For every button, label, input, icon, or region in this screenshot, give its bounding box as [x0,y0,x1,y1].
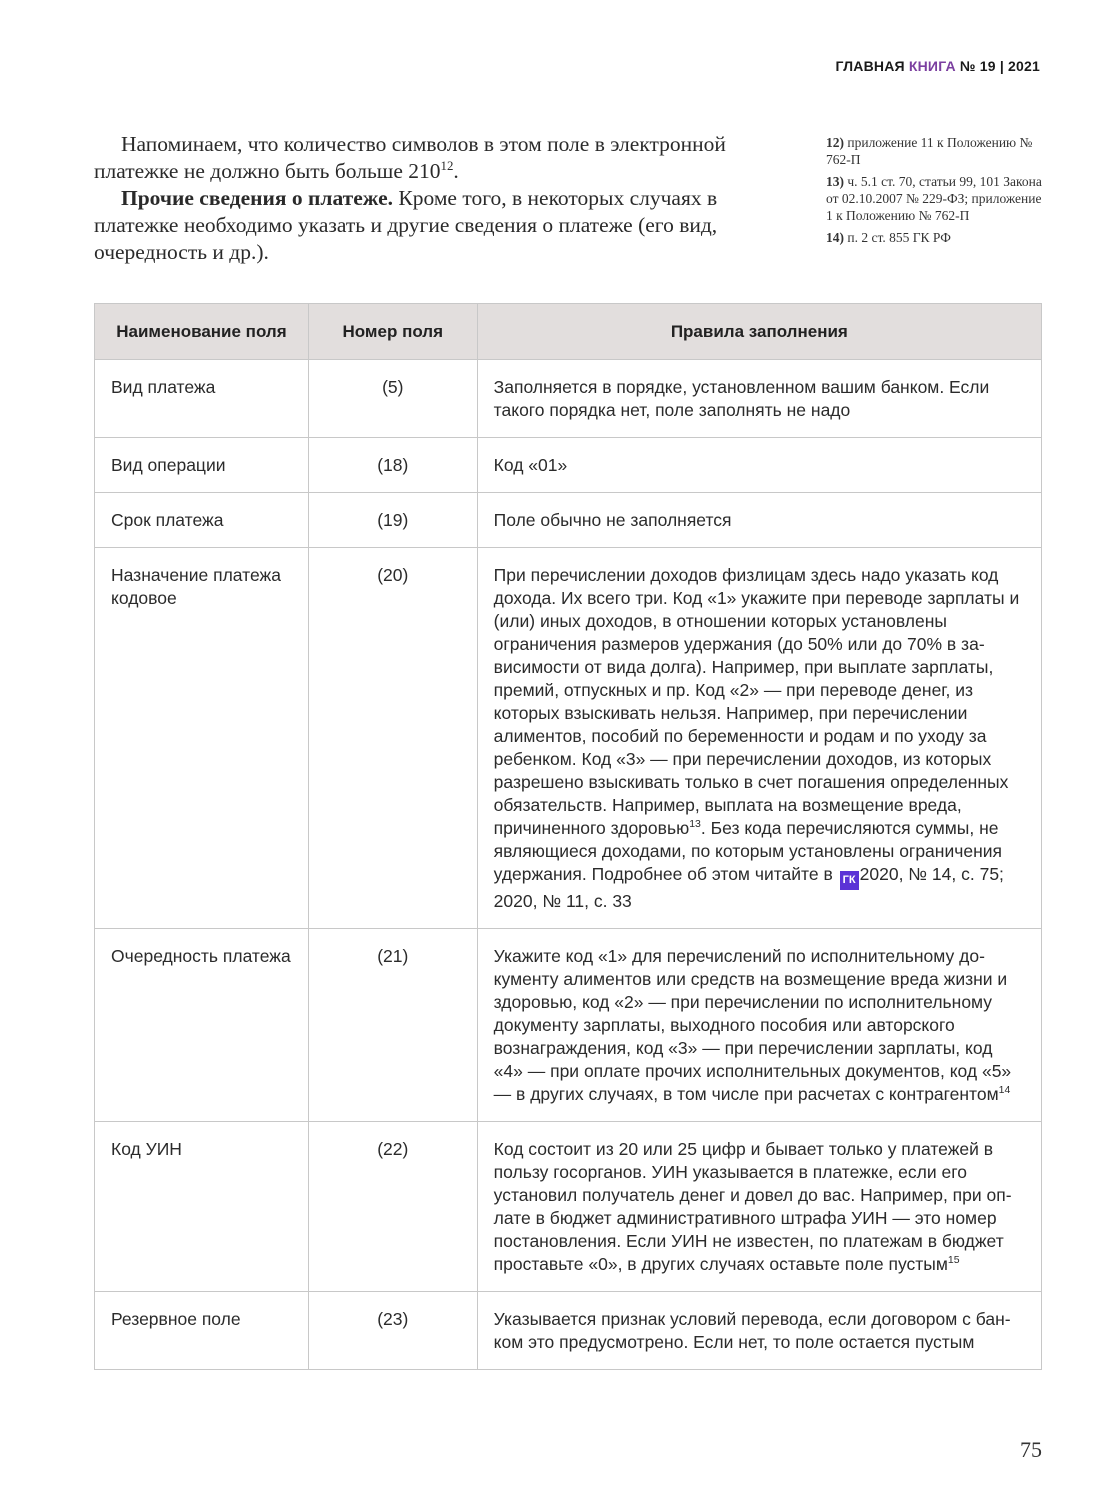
gk-magazine-icon[interactable]: ГК [840,871,859,890]
magazine-title-main: ГЛАВНАЯ [835,58,905,74]
fill-rule-cell: Поле обычно не заполняется [477,493,1041,548]
field-number-cell: (21) [308,929,477,1122]
fill-rule-text: При перечислении доходов физлицам здесь надо указать код дохода. Их всего три. Код «1» укажите при переводе зарплаты и (или) иных доходов, в отношении которых установлены ограничения размеров удержания (до 50% или до 70% в зависимости от вида долга). Например, при выплате зарплаты, премий, отпускных и пр. Код «2» — при переводе денег, из которых взыскивать нельзя. Например, при перечислении алиментов, пособий по беременности и родам и по уходу за ребенком. Код «3» — при перечислении доходов, из которых разрешено взыскивать только в счет погашения определенных обязательств. Например, выплата на возмещение вреда, причиненного здоровью [493,565,1020,838]
field-number-cell: (19) [308,493,477,548]
sidebar-footnotes [826,134,1051,251]
footnote-text: ч. 5.1 ст. 70, статьи 99, 101 Закона от 02.10.2007 № 229-ФЗ; приложение 1 к Положению № 762-П [826,174,1042,223]
footnote-number: 14) [826,230,844,245]
field-number-cell: (18) [308,438,477,493]
page-number: 75 [1020,1437,1042,1462]
field-number-cell: (22) [308,1122,477,1292]
field-name-cell: Назначение платежа кодовое [95,548,309,929]
field-name-cell: Вид операции [95,438,309,493]
fill-rule-text: Код состоит из 20 или 25 цифр и бывает только у платежей в пользу госорганов. УИН указывается в платежке, если его установил получатель денег и довел до вас. Например, при оплате в бюджет административного штрафа УИН — это номер постановления. Если УИН не известен, по платежам в бюджет проставьте «0», в других случаях оставьте поле пустым [493,1139,1012,1274]
footnote-ref-12[interactable]: 12 [440,158,454,173]
footnote-ref-15[interactable]: 15 [947,1254,960,1267]
table-row [95,548,1042,929]
field-name-cell: Вид платежа [95,360,309,438]
footnote-number: 13) [826,174,844,189]
footnote-14 [826,229,1051,246]
header-separator: | [999,58,1004,74]
field-name-cell: Код УИН [95,1122,309,1292]
table-row [95,1122,1042,1292]
header-field-name: Наименование поля [95,304,309,360]
payment-fields-table [94,303,1042,1370]
table-row [95,438,1042,493]
fill-rule-cell [477,929,1041,1122]
issue-number: № 19 [959,58,996,74]
intro-paragraph-1 [94,131,774,185]
intro-paragraph-1-text: Напоминаем, что количество символов в этом поле в электронной платежке не должно быть больше 210 [94,132,726,183]
fill-rule-cell: Указывается признак условий перевода, если договором с банком это предусмотрено. Если нет, то поле остается пустым [477,1292,1041,1370]
fill-rule-cell: Код «01» [477,438,1041,493]
field-name-cell: Очередность платежа [95,929,309,1122]
table-header-row [95,304,1042,360]
field-number-cell: (20) [308,548,477,929]
field-name-cell: Резервное поле [95,1292,309,1370]
table-row [95,1292,1042,1370]
fill-rule-reference: 2020, № 14, с. 75; 2020, № 11, с. 33 [493,864,1004,911]
fill-rule-cell [477,548,1041,929]
footnote-text: п. 2 ст. 855 ГК РФ [847,230,951,245]
running-header [835,58,1040,74]
field-number-cell: (23) [308,1292,477,1370]
intro-text [94,131,774,266]
footnote-ref-13[interactable]: 13 [689,818,701,831]
fill-rule-text: . Без кода перечисляются суммы, не являющиеся доходами, по которым установлены ограничения удержания. Подробнее об этом читайте в [493,818,1002,884]
intro-paragraph-2 [94,185,774,266]
table-row [95,929,1042,1122]
header-field-number: Номер поля [308,304,477,360]
footnote-12 [826,134,1051,168]
intro-paragraph-2-text: Кроме того, в некоторых случаях в платежке необходимо указать и другие сведения о платеже (его вид, очередность и др.). [94,186,718,264]
issue-year: 2021 [1008,58,1040,74]
table-row [95,493,1042,548]
fill-rule-text: Укажите код «1» для перечислений по исполнительному документу алиментов или средств на возмещение вреда жизни и здоровью, код «2» — при перечислении по исполнительному документу зарплаты, выходного пособия или авторского вознаграждения, код «3» — при перечислении зарплаты, код «4» — при оплате прочих исполнительных документов, код «5» — в других случаях, в том числе при расчетах с контрагентом [493,946,1012,1104]
fill-rule-cell: Заполняется в порядке, установленном вашим банком. Если такого порядка нет, поле заполнять не надо [477,360,1041,438]
table-row [95,360,1042,438]
intro-paragraph-1-end: . [453,159,459,183]
section-heading: Прочие сведения о платеже. [121,186,394,210]
magazine-title-book: КНИГА [908,58,956,74]
footnote-13 [826,173,1051,224]
footnote-number: 12) [826,135,844,150]
fill-rule-cell [477,1122,1041,1292]
footnote-ref-14[interactable]: 14 [998,1084,1011,1097]
footnote-text: приложение 11 к Положению № 762-П [826,135,1033,167]
field-name-cell: Срок платежа [95,493,309,548]
field-number-cell: (5) [308,360,477,438]
header-fill-rules: Правила заполнения [477,304,1041,360]
